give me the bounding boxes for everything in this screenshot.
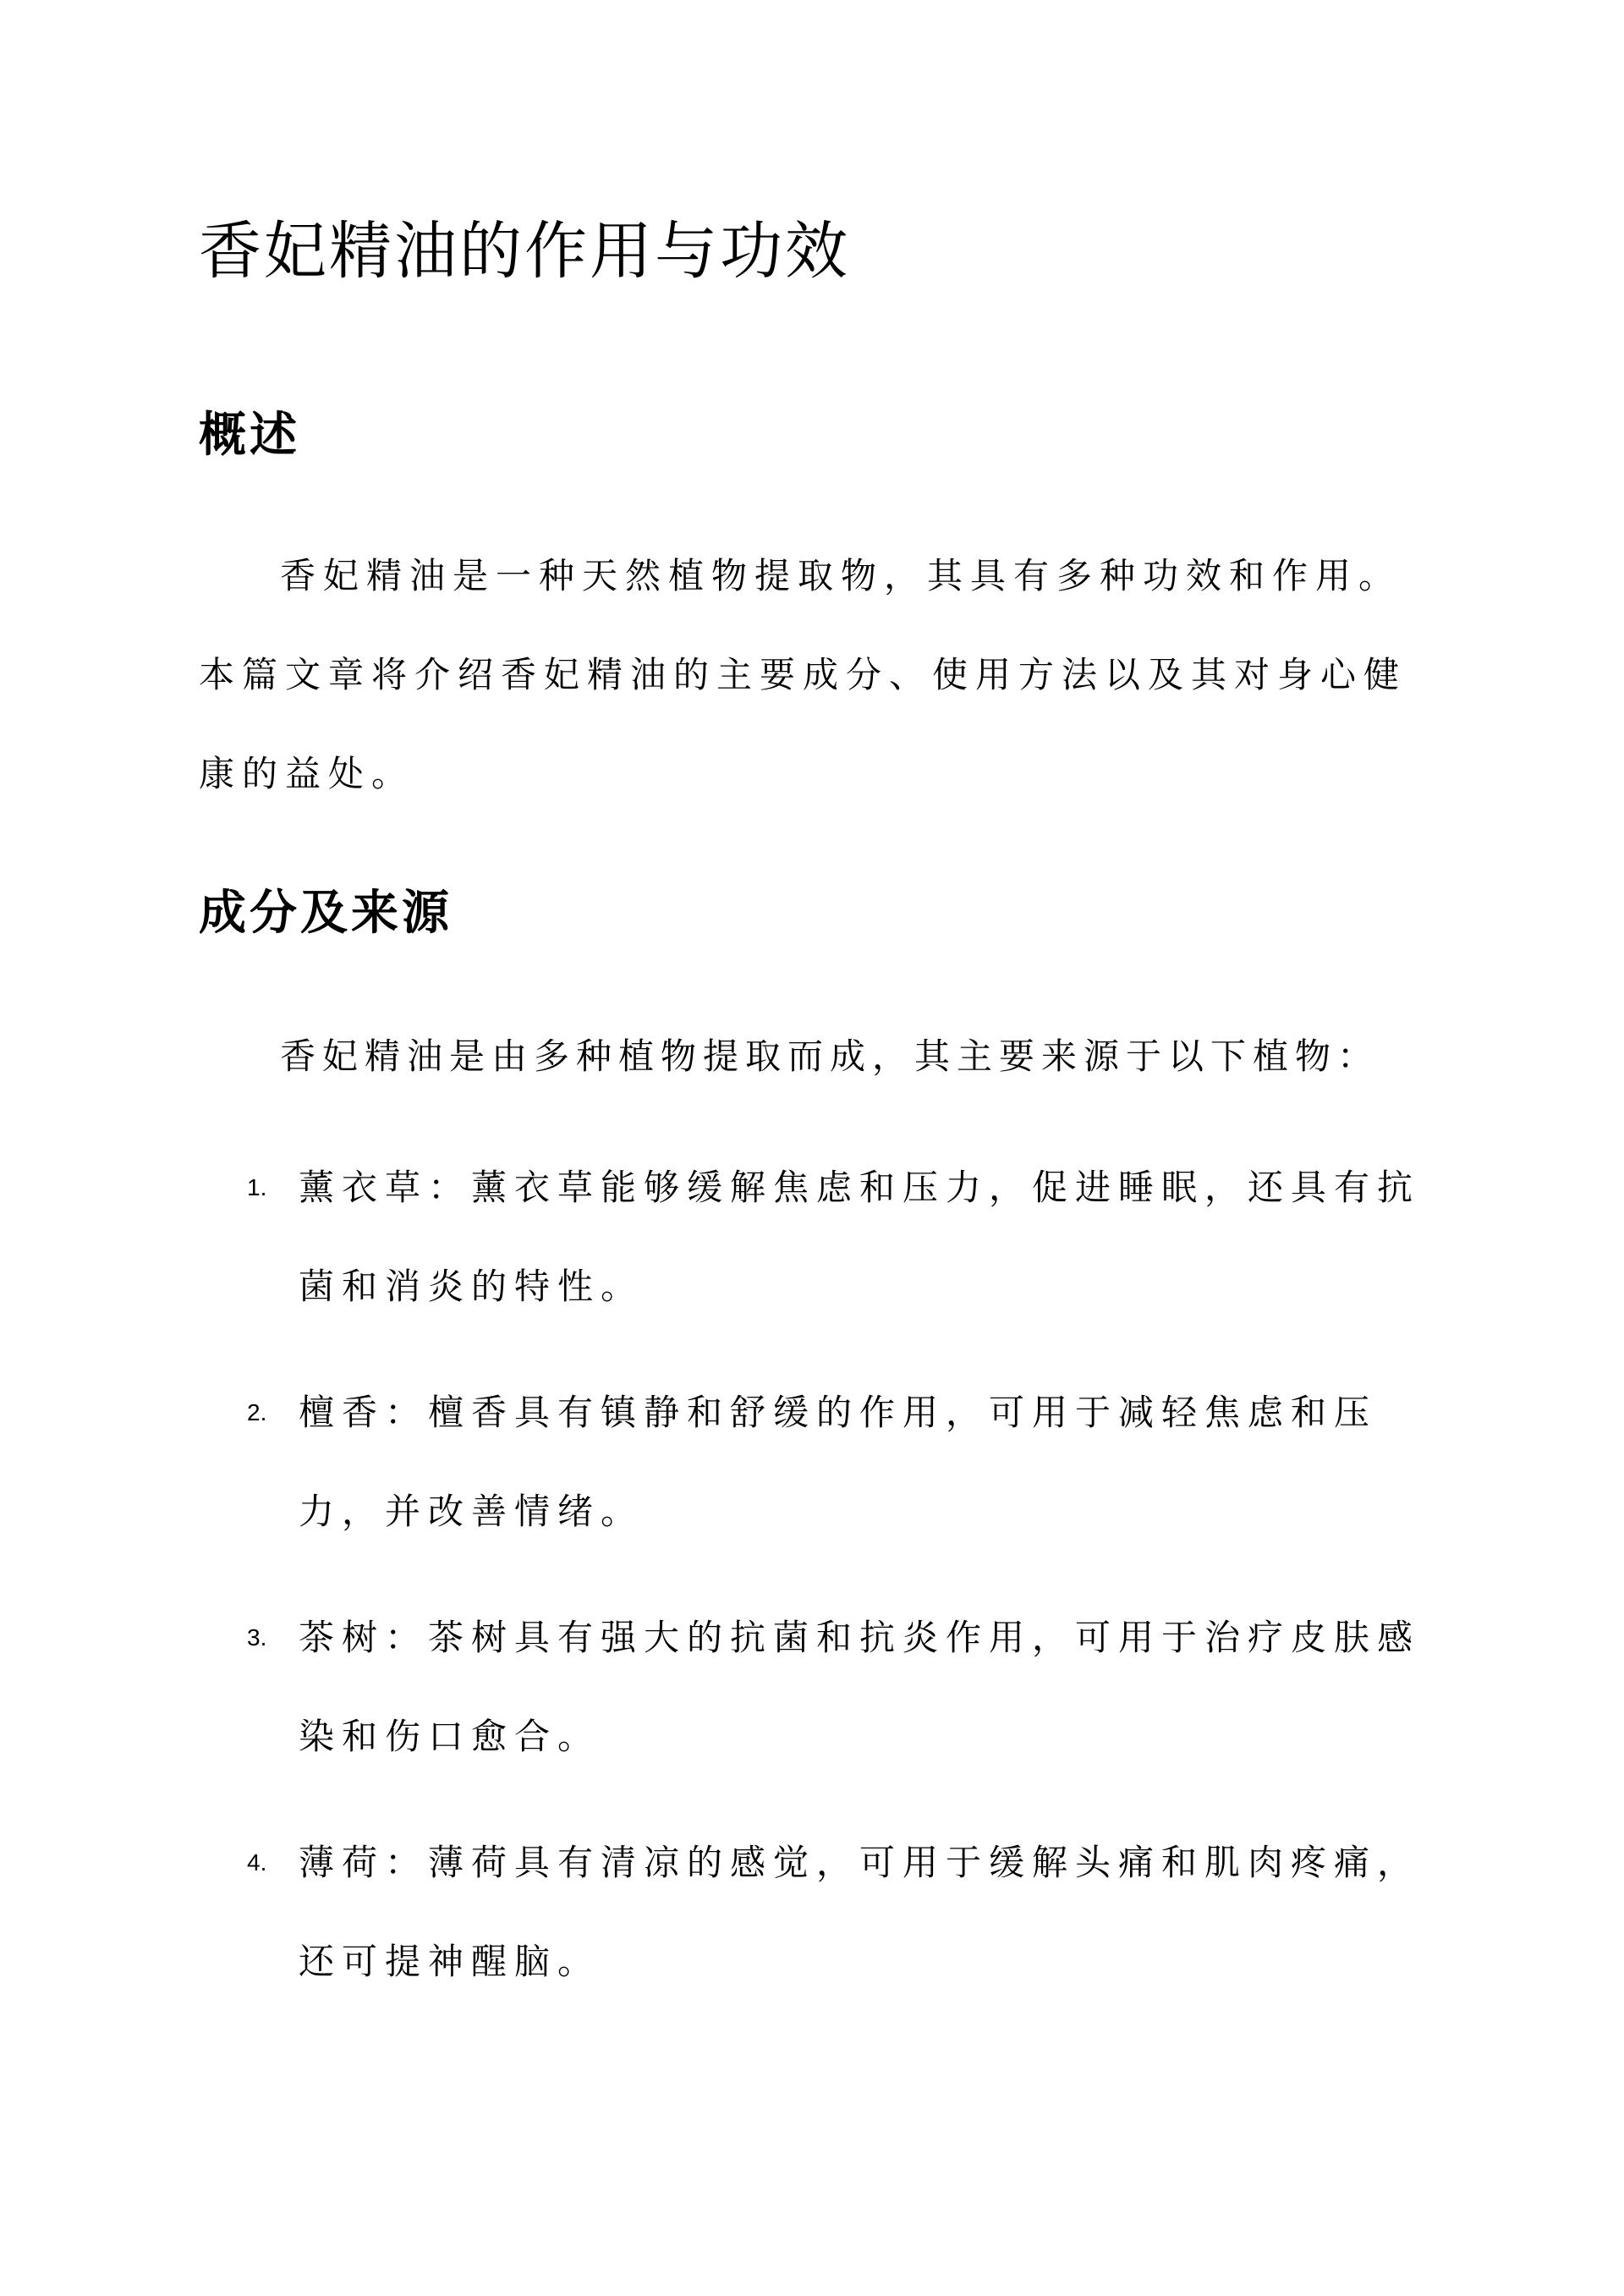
- overview-paragraph: 香妃精油是一种天然植物提取物，其具有多种功效和作用。本篇文章将介绍香妃精油的主要成分、使用方法以及其对身心健康的益处。: [199, 555, 1407, 794]
- list-item-text: 薰衣草：薰衣草能够缓解焦虑和压力，促进睡眠，还具有抗菌和消炎的特性。: [299, 1167, 1421, 1307]
- list-item-number: 1.: [247, 1174, 267, 1200]
- list-item-text: 茶树：茶树具有强大的抗菌和抗炎作用，可用于治疗皮肤感染和伤口愈合。: [299, 1617, 1421, 1757]
- document-title: 香妃精油的作用与功效: [199, 215, 850, 288]
- section-heading-ingredients: 成分及来源: [199, 886, 453, 941]
- list-item-text: 薄荷：薄荷具有清凉的感觉，可用于缓解头痛和肌肉疼痛，还可提神醒脑。: [299, 1842, 1421, 1982]
- section-heading-overview: 概述: [199, 408, 300, 463]
- ingredient-list: [199, 1138, 1434, 2038]
- list-item-number: 3.: [247, 1624, 267, 1651]
- list-item-number: 4.: [247, 1849, 267, 1876]
- list-item-text: 檀香：檀香具有镇静和舒缓的作用，可用于减轻焦虑和压力，并改善情绪。: [299, 1392, 1378, 1532]
- list-item: [199, 1588, 1434, 1786]
- list-item: [199, 1138, 1434, 1336]
- list-item-number: 2.: [247, 1399, 267, 1425]
- list-item: [199, 1363, 1434, 1561]
- list-item: [199, 1813, 1434, 2011]
- ingredients-intro: 香妃精油是由多种植物提取而成，其主要来源于以下植物：: [280, 1035, 1380, 1077]
